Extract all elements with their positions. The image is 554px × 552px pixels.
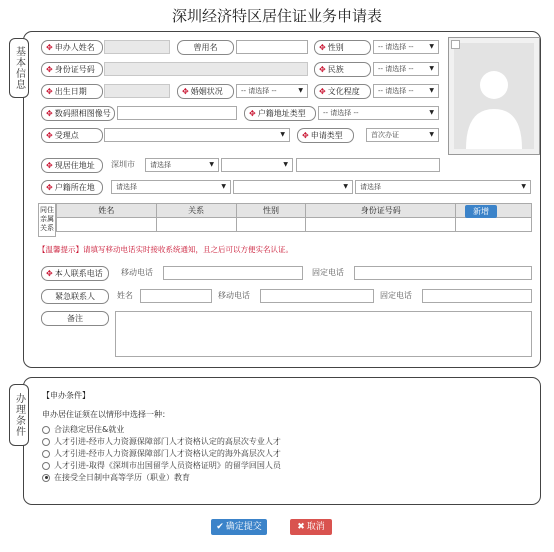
landline-label: 固定电话 (312, 268, 344, 277)
id-number-input[interactable] (104, 62, 308, 76)
radio-button[interactable] (42, 438, 50, 446)
emergency-mobile-input[interactable] (260, 289, 374, 303)
add-relative-button[interactable]: 新增 (465, 205, 497, 218)
condition-option-0[interactable]: 合法稳定居住&就业 (42, 424, 124, 435)
radio-button[interactable] (42, 426, 50, 434)
current-district-select[interactable]: 请选择 ▼ (145, 158, 219, 172)
radio-button[interactable] (42, 450, 50, 458)
application-type-select[interactable]: 首次办证 ▼ (366, 128, 439, 142)
relatives-side-label: 同住亲属关系 (38, 203, 56, 237)
remarks-label: 备注 (41, 311, 109, 326)
condition-option-1[interactable]: 人才引进-经市人力资源保障部门人才资格认定的高层次专业人才 (42, 436, 281, 447)
condition-option-4[interactable]: 在接受全日制中高等学历（职业）教育 (42, 472, 190, 483)
relatives-header-row (39, 204, 532, 218)
current-street-select[interactable]: ▼ (221, 158, 293, 172)
emergency-name-input[interactable] (140, 289, 212, 303)
gender-label: ✥ 性别 (314, 40, 371, 55)
current-address-detail-input[interactable] (296, 158, 440, 172)
ethnicity-select[interactable]: -- 请选择 -- ▼ (373, 62, 439, 76)
column-header-gender: 性别 (236, 204, 306, 218)
column-header-relation: 关系 (156, 204, 236, 218)
conditions-intro: 申办居住证须在以情形中选择一种： (42, 410, 170, 419)
remarks-textarea[interactable] (115, 311, 532, 357)
ethnicity-label: ✥ 民族 (314, 62, 371, 77)
condition-option-3[interactable]: 人才引进-取得《深圳市出国留学人员资格证明》的留学回国人员 (42, 460, 281, 471)
mobile-input[interactable] (163, 266, 303, 280)
hukou-district-select[interactable]: 请选择 ▼ (355, 180, 531, 194)
conditions-heading: 【申办条件】 (42, 391, 90, 400)
photo-receipt-label: ✥ 数码照相图像号 (41, 106, 115, 121)
tab-conditions: 办理条件 (9, 384, 29, 446)
marital-status-select[interactable]: -- 请选择 -- ▼ (236, 84, 308, 98)
mobile-label: 移动电话 (121, 268, 153, 277)
photo-receipt-input[interactable] (117, 106, 237, 120)
emergency-landline-input[interactable] (422, 289, 532, 303)
cancel-button[interactable]: ✖ 取消 (290, 519, 332, 535)
hukou-location-label: ✥ 户籍所在地 (41, 180, 103, 195)
landline-input[interactable] (354, 266, 532, 280)
used-name-label: 曾用名 (177, 40, 234, 55)
photo-area[interactable] (448, 37, 540, 155)
birth-date-input[interactable] (104, 84, 170, 98)
application-type-label: ✥ 申请类型 (297, 128, 354, 143)
broken-image-icon (451, 40, 460, 49)
tab-basic-info: 基本信息 (9, 38, 29, 98)
emergency-name-label: 姓名 (117, 291, 133, 300)
radio-button-selected[interactable] (42, 474, 50, 482)
hukou-city-select[interactable]: ▼ (233, 180, 353, 194)
radio-button[interactable] (42, 462, 50, 470)
applicant-name-label: ✥ 申办人姓名 (41, 40, 103, 55)
marital-status-label: ✥ 婚姻状况 (177, 84, 234, 99)
avatar-placeholder-icon (454, 43, 534, 149)
birth-date-label: ✥ 出生日期 (41, 84, 103, 99)
relatives-table (38, 203, 532, 232)
personal-phone-label: ✥ 本人联系电话 (41, 266, 109, 281)
education-label: ✥ 文化程度 (314, 84, 371, 99)
education-select[interactable]: -- 请选择 -- ▼ (373, 84, 439, 98)
page-title: 深圳经济特区居住证业务申请表 (171, 7, 382, 25)
hukou-address-type-label: ✥ 户籍地址类型 (244, 106, 316, 121)
column-header-id-number: 身份证号码 (306, 204, 456, 218)
column-header-name: 姓名 (56, 204, 156, 218)
emergency-contact-label: 紧急联系人 (41, 289, 109, 304)
id-number-label: ✥ 身份证号码 (41, 62, 103, 77)
table-row (39, 218, 532, 232)
used-name-input[interactable] (236, 40, 308, 54)
acceptance-point-select[interactable]: ▼ (104, 128, 290, 142)
applicant-name-input[interactable] (104, 40, 170, 54)
emergency-mobile-label: 移动电话 (218, 291, 250, 300)
current-city-text: 深圳市 (111, 160, 135, 169)
current-address-label: ✥ 现居住地址 (41, 158, 103, 173)
acceptance-point-label: ✥ 受理点 (41, 128, 103, 143)
hukou-province-select[interactable]: 请选择 ▼ (111, 180, 231, 194)
notice-text: 【温馨提示】请填写移动电话实时接收系统通知，且之后可以方便实名认证。 (38, 245, 293, 254)
check-icon: ✔ (216, 522, 224, 532)
hukou-address-type-select[interactable]: -- 请选择 -- ▼ (318, 106, 439, 120)
close-icon: ✖ (297, 522, 305, 532)
submit-button[interactable]: ✔ 确定提交 (211, 519, 267, 535)
emergency-landline-label: 固定电话 (380, 291, 412, 300)
gender-select[interactable]: -- 请选择 -- ▼ (373, 40, 439, 54)
condition-option-2[interactable]: 人才引进-经市人力资源保障部门人才资格认定的海外高层次人才 (42, 448, 281, 459)
